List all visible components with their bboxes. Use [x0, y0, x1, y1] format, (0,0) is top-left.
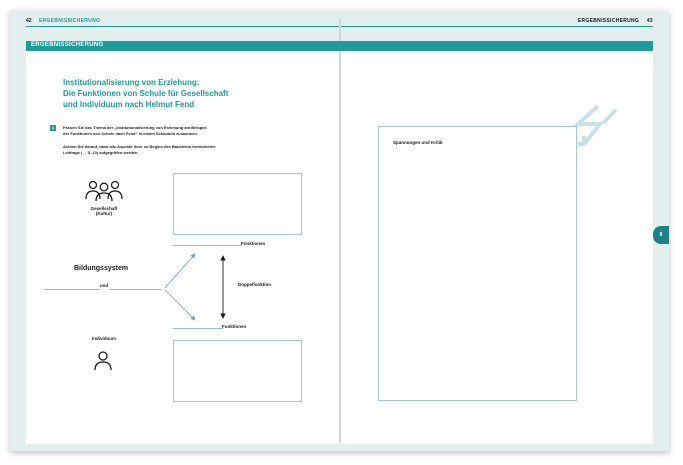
left-page-number: 42 — [26, 18, 32, 24]
task-number-badge: 1 — [51, 125, 55, 130]
title-line-1: Institutionalisierung von Erziehung: — [63, 78, 200, 87]
right-header-rule — [341, 26, 653, 27]
education-system-label: Bildungssystem — [74, 265, 129, 272]
society-label-line-1: Gesellschaft — [90, 206, 118, 211]
hint-line-1: Achten Sie darauf, dass alle Aspekte ihrer zu Beginn des Bausteins formulierten — [63, 144, 216, 149]
section-band-label: ERGEBNISSICHERUNG — [31, 42, 104, 48]
individual-label: Individuum — [92, 336, 116, 341]
task-text — [63, 125, 263, 137]
branch-arrows — [162, 248, 202, 324]
page-title — [63, 77, 273, 110]
page-gutter — [339, 18, 341, 443]
tensions-critique-box[interactable] — [378, 126, 577, 401]
society-label-line-2: (Kultur) — [95, 211, 113, 216]
hint-line-2: Leitfrage (→ S. 10) aufgegriffen werden. — [63, 150, 139, 155]
arrow-down-right — [165, 290, 195, 320]
book-spread — [10, 10, 669, 451]
task-line-1: Fassen Sie das Thema der „Institutionalisierung von Erziehung am Beispiel — [63, 125, 207, 130]
double-function-label: Doppelfunktion — [238, 282, 271, 287]
group-people-icon — [84, 179, 124, 201]
left-section-title: ERGEBNISSICHERUNG — [38, 18, 101, 24]
arrow-up-right — [165, 254, 195, 288]
left-header-rule — [26, 26, 339, 27]
functions-bottom-blank[interactable] — [173, 328, 223, 329]
chapter-tab[interactable]: II — [653, 226, 669, 244]
functions-top-blank[interactable] — [173, 245, 241, 246]
und-right-blank[interactable] — [109, 289, 161, 290]
right-section-title: ERGEBNISSICHERUNG — [577, 18, 640, 24]
right-page-number: 43 — [646, 18, 653, 24]
double-function-arrow — [218, 252, 228, 322]
individual-answer-box[interactable] — [173, 340, 302, 402]
right-page-header — [578, 18, 653, 24]
functions-top-label: Funktionen — [241, 241, 266, 246]
lightning-arrow-icon — [570, 104, 618, 152]
functions-bottom-label: Funktionen — [222, 324, 247, 329]
und-label: und — [99, 283, 109, 288]
task-line-2: der Funktionen von Schule nach Fend“ in einem Schaubild zusammen. — [63, 131, 198, 136]
society-answer-box[interactable] — [173, 173, 302, 235]
und-left-blank[interactable] — [44, 289, 100, 290]
left-page-header — [26, 18, 100, 24]
tensions-critique-label: Spannungen und Kritik — [393, 140, 443, 145]
title-line-2: Die Funktionen von Schule für Gesellschaft — [63, 89, 229, 98]
title-line-3: und Individuum nach Helmut Fend — [63, 100, 195, 109]
person-icon — [93, 351, 113, 371]
hint-text — [63, 144, 263, 156]
society-label — [80, 206, 128, 216]
section-band — [26, 41, 653, 51]
